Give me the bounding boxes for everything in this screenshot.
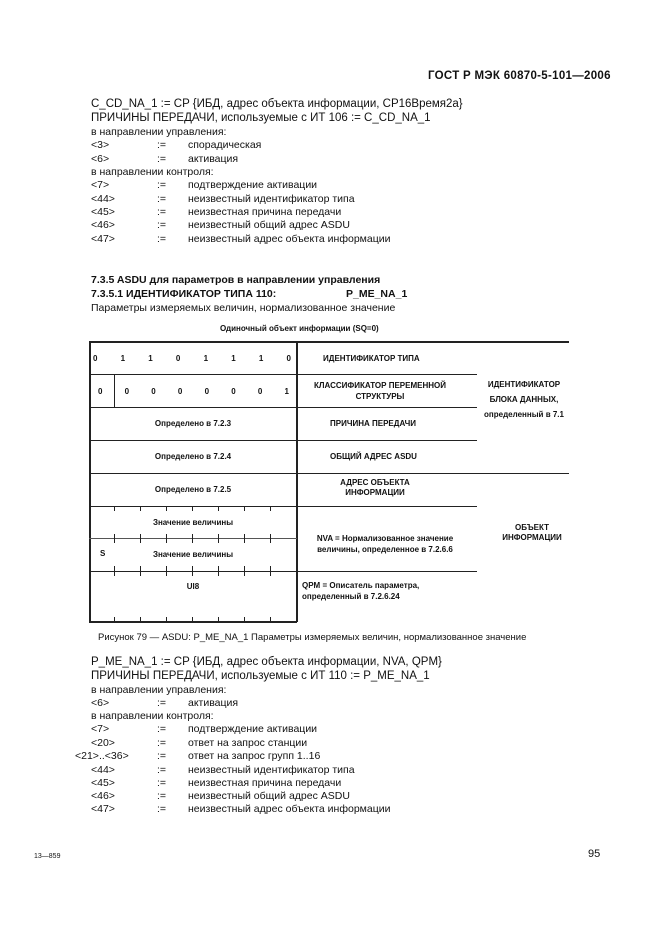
page-number: 95 bbox=[588, 848, 601, 860]
ioa-label: АДРЕС ОБЪЕКТА ИНФОРМАЦИИ bbox=[340, 478, 410, 497]
formula-p-me: P_ME_NA_1 := CP {ИБД, адрес объекта информации, NVA, QPM} bbox=[91, 656, 442, 668]
control-direction-label-2: в направлении управления: bbox=[91, 684, 227, 696]
sign-bit: S bbox=[100, 549, 106, 558]
control-direction-label: в направлении управления: bbox=[91, 126, 227, 138]
cause-title-1: ПРИЧИНЫ ПЕРЕДАЧИ, используемые с ИТ 106 := C_CD_NA_1 bbox=[91, 112, 431, 124]
nva-label: NVA = Нормализованное значение величины, определенное в 7.2.6.6 bbox=[316, 534, 454, 554]
value-low: Значение величины bbox=[152, 550, 234, 559]
cot-defined: Определено в 7.2.3 bbox=[154, 419, 232, 428]
qpm-label: QPM = Описатель параметра, определенный в 7.2.6.24 bbox=[302, 581, 420, 601]
monitor-direction-label-2: в направлении контроля: bbox=[91, 710, 214, 722]
monitor-direction-label: в направлении контроля: bbox=[91, 166, 214, 178]
page-header: ГОСТ Р МЭК 60870-5-101—2006 bbox=[428, 70, 611, 82]
cot-label: ПРИЧИНА ПЕРЕДАЧИ bbox=[330, 419, 416, 428]
figure-title: Одиночный объект информации (SQ=0) bbox=[220, 324, 379, 333]
common-address-label: ОБЩИЙ АДРЕС ASDU bbox=[330, 452, 417, 461]
footer-code: 13—859 bbox=[34, 853, 61, 860]
info-object-label: ОБЪЕКТ ИНФОРМАЦИИ bbox=[502, 523, 562, 542]
type-id-label: ИДЕНТИФИКАТОР ТИПА bbox=[323, 354, 420, 363]
common-address-defined: Определено в 7.2.4 bbox=[154, 452, 232, 461]
section-description: Параметры измеряемых величин, нормализованное значение bbox=[91, 302, 396, 314]
vsq-bits: 0 0 0 0 0 0 0 1 bbox=[98, 387, 289, 396]
vsq-label: КЛАССИФИКАТОР ПЕРЕМЕННОЙ СТРУКТУРЫ bbox=[314, 381, 446, 401]
section-heading: 7.3.5 ASDU для параметров в направлении управления bbox=[91, 274, 381, 286]
data-unit-id-label: ИДЕНТИФИКАТОР БЛОКА ДАННЫХ, определенный в 7.1 bbox=[484, 380, 564, 419]
qpm-ui8: UI8 bbox=[186, 582, 200, 591]
figure-caption: Рисунок 79 — ASDU: P_ME_NA_1 Параметры измеряемых величин, нормализованное значение bbox=[98, 632, 527, 643]
subsection-code: P_ME_NA_1 bbox=[346, 288, 408, 300]
ioa-defined: Определено в 7.2.5 bbox=[154, 485, 232, 494]
type-id-bits: 0 1 1 0 1 1 1 0 bbox=[93, 354, 291, 363]
cause-title-2: ПРИЧИНЫ ПЕРЕДАЧИ, используемые с ИТ 110 := P_ME_NA_1 bbox=[91, 670, 430, 682]
formula-c-cd: C_CD_NA_1 := CP {ИБД, адрес объекта информации, CP16Время2а} bbox=[91, 98, 463, 110]
value-high: Значение величины bbox=[152, 518, 234, 527]
subsection-heading: 7.3.5.1 ИДЕНТИФИКАТОР ТИПА 110: bbox=[91, 288, 277, 300]
